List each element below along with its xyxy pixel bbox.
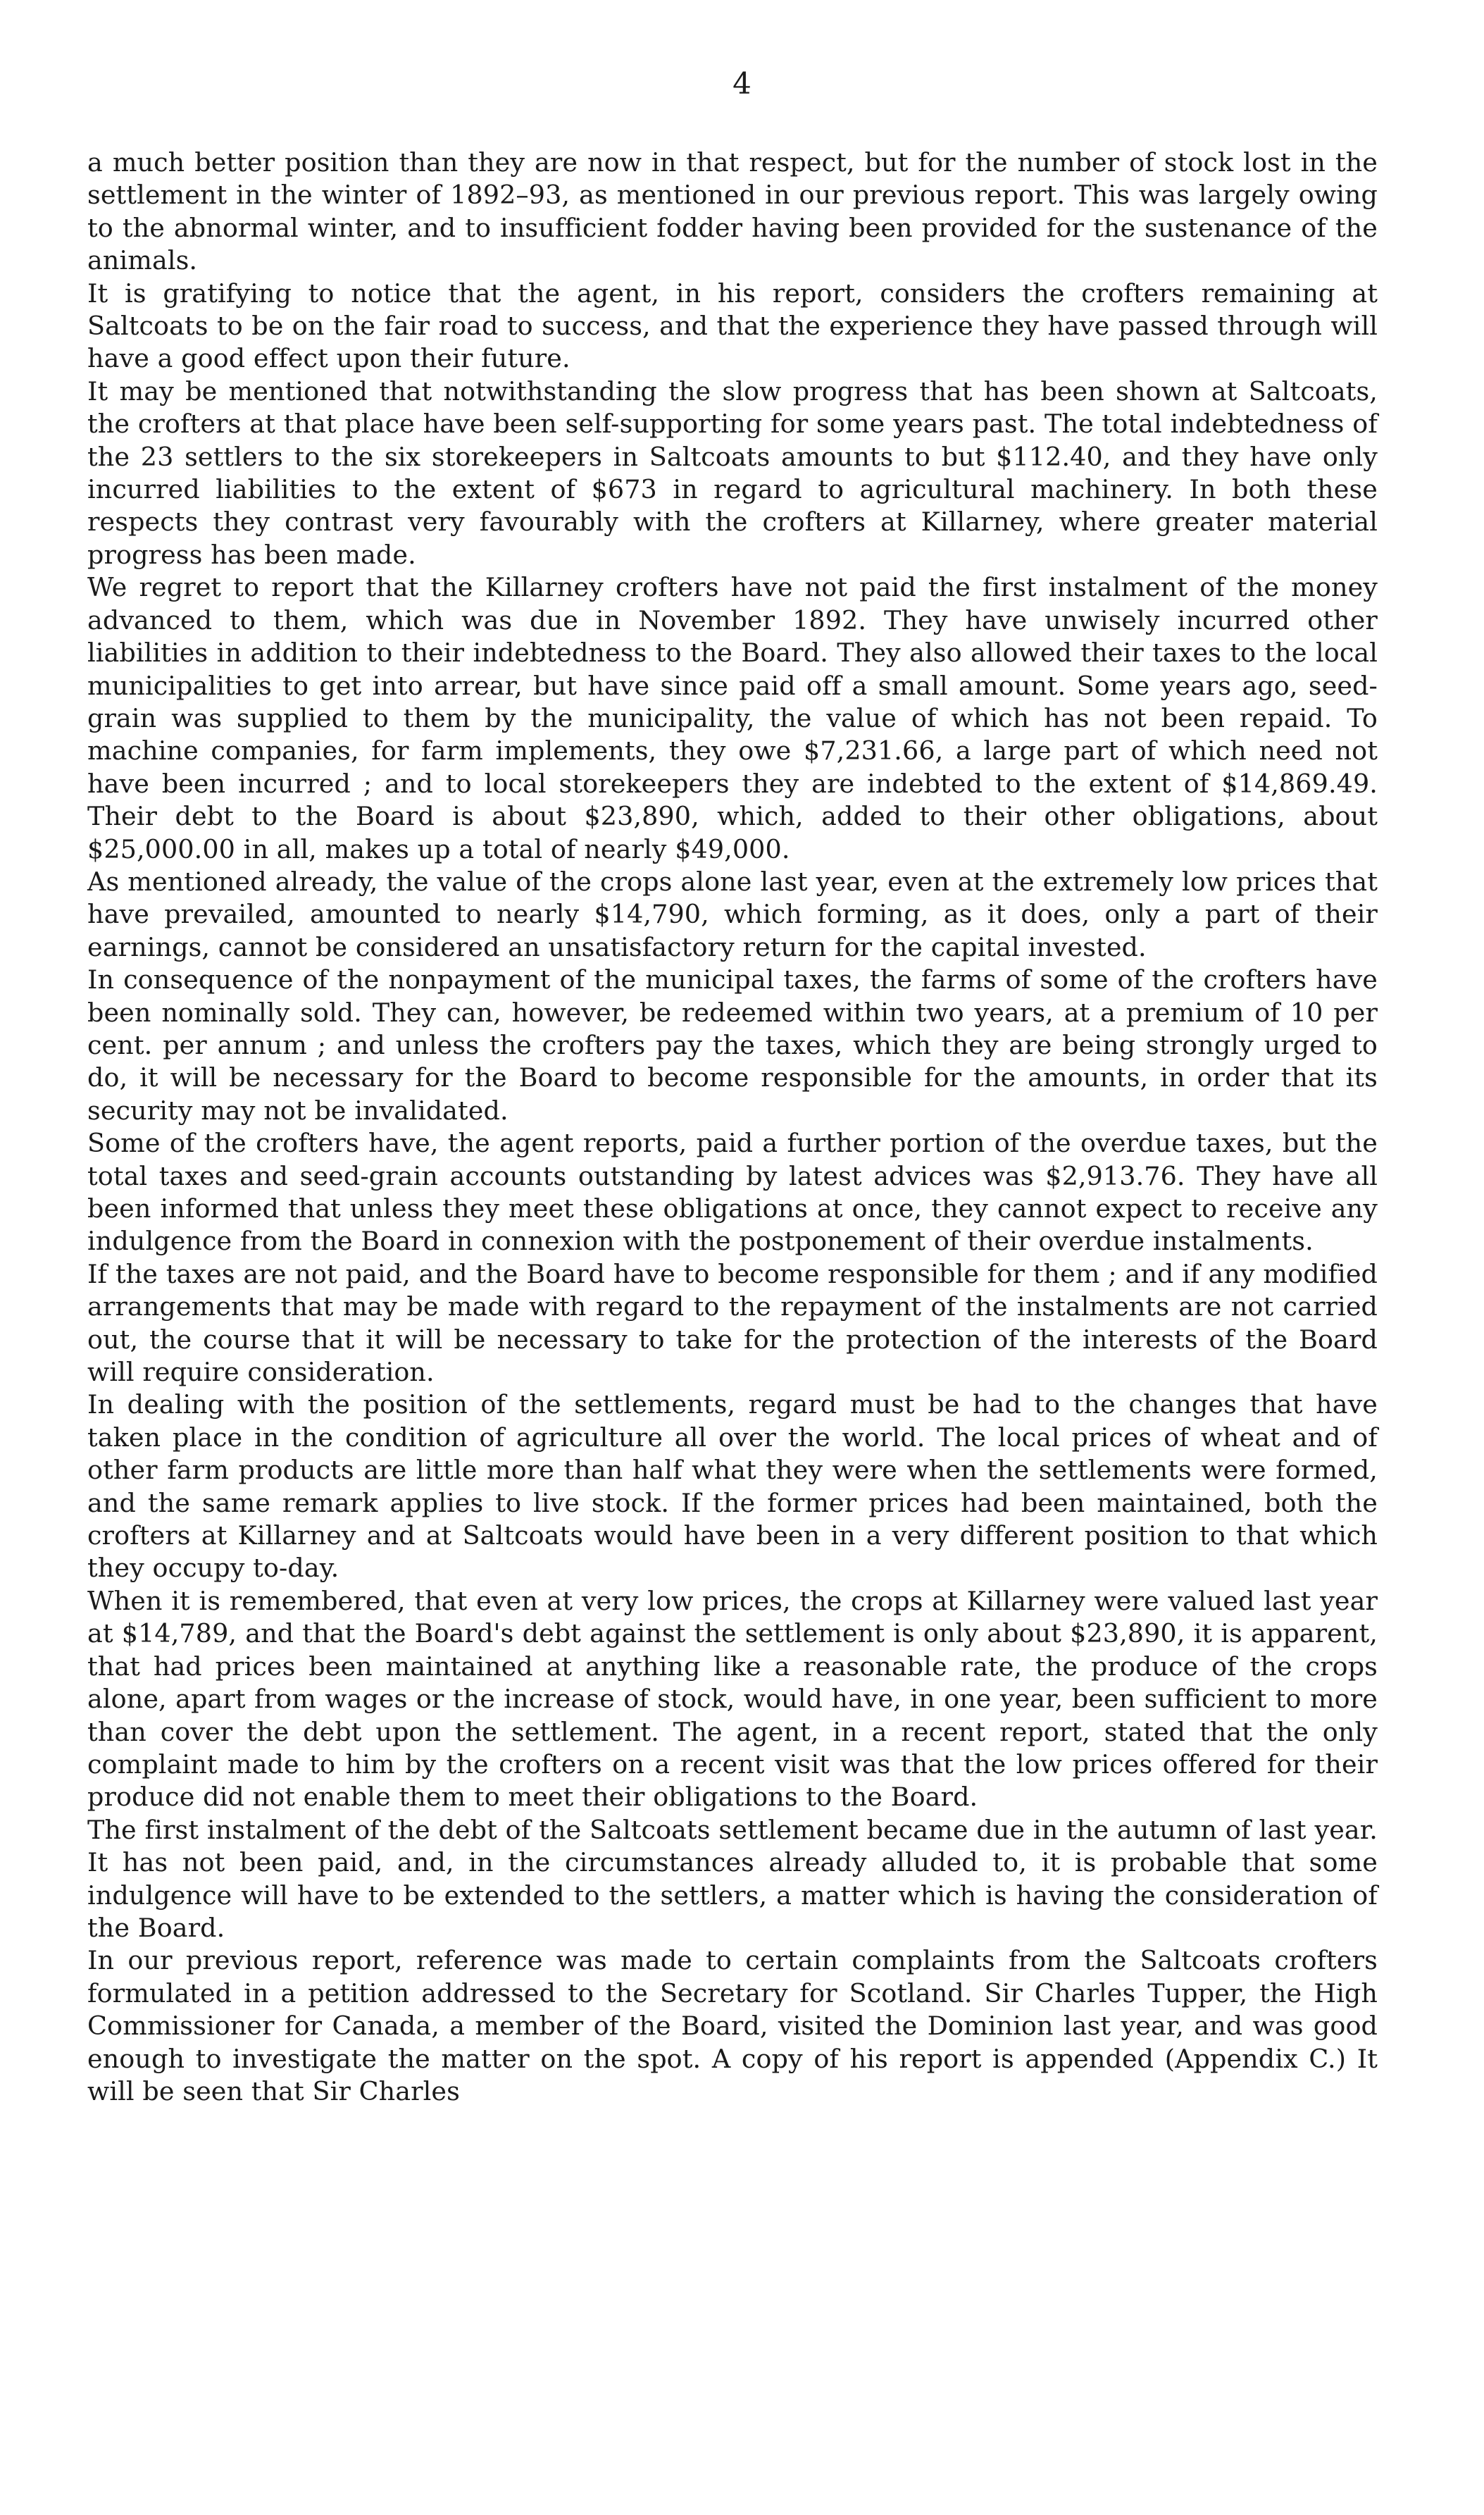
- body-text: [87, 147, 1378, 2108]
- paragraph: It is gratifying to notice that the agent, in his report, considers the crofters remaining at Saltcoats to be on the fair road to success, and that the experience they have passed through will have a good effect upon their future.: [87, 278, 1378, 374]
- paragraph: We regret to report that the Killarney crofters have not paid the first instalment of the money advanced to them, which was due in November 1892. They have unwisely incurred other liabilities in addition to their indebtedness to the Board. They also allowed their taxes to the local municipalities to get into arrear, but have since paid off a small amount. Some years ago, seed-grain was supplied to them by the municipality, the value of which has not been repaid. To machine companies, for farm implements, they owe $7,231.66, a large part of which need not have been incurred ; and to local storekeepers they are indebted to the extent of $14,869.49. Their debt to the Board is about $23,890, which, added to their other obligations, about $25,000.00 in all, makes up a total of nearly $49,000.: [87, 572, 1378, 864]
- paragraph: In consequence of the nonpayment of the municipal taxes, the farms of some of the crofters have been nominally sold. They can, however, be redeemed within two years, at a premium of 10 per cent. per annum ; and unless the crofters pay the taxes, which they are being strongly urged to do, it will be necessary for the Board to become responsible for the amounts, in order that its security may not be invalidated.: [87, 964, 1378, 1126]
- paragraph-continuation: a much better position than they are now in that respect, but for the number of stock lost in the settlement in the winter of 1892–93, as mentioned in our previous report. This was largely owing to the abnormal winter, and to insufficient fodder having been provided for the sustenance of the animals.: [87, 147, 1378, 276]
- paragraph: When it is remembered, that even at very low prices, the crops at Killarney were valued last year at $14,789, and that the Board's debt against the settlement is only about $23,890, it is apparent, that had prices been maintained at anything like a reasonable rate, the produce of the crops alone, apart from wages or the increase of stock, would have, in one year, been sufficient to more than cover the debt upon the settlement. The agent, in a recent report, stated that the only complaint made to him by the crofters on a recent visit was that the low prices offered for their produce did not enable them to meet their obligations to the Board.: [87, 1585, 1378, 1813]
- page-number: 4: [732, 66, 752, 101]
- paragraph: In our previous report, reference was made to certain complaints from the Saltcoats crofters formulated in a petition addressed to the Secretary for Scotland. Sir Charles Tupper, the High Commissioner for Canada, a member of the Board, visited the Dominion last year, and was good enough to investigate the matter on the spot. A copy of his report is appended (Appendix C.) It will be seen that Sir Charles: [87, 1945, 1378, 2106]
- paragraph: Some of the crofters have, the agent reports, paid a further portion of the overdue taxes, but the total taxes and seed-grain accounts outstanding by latest advices was $2,913.76. They have all been informed that unless they meet these obligations at once, they cannot expect to receive any indulgence from the Board in connexion with the postponement of their overdue instalments.: [87, 1128, 1378, 1257]
- paragraph: If the taxes are not paid, and the Board have to become responsible for them ; and if any modified arrangements that may be made with regard to the repayment of the instalments are not carried out, the course that it will be necessary to take for the protection of the interests of the Board will require consideration.: [87, 1258, 1378, 1388]
- paragraph: In dealing with the position of the settlements, regard must be had to the changes that have taken place in the condition of agriculture all over the world. The local prices of wheat and of other farm products are little more than half what they were when the settlements were formed, and the same remark applies to live stock. If the former prices had been maintained, both the crofters at Killarney and at Saltcoats would have been in a very different position to that which they occupy to-day.: [87, 1389, 1378, 1584]
- paragraph: As mentioned already, the value of the crops alone last year, even at the extremely low prices that have prevailed, amounted to nearly $14,790, which forming, as it does, only a part of their earnings, cannot be considered an unsatisfactory return for the capital invested.: [87, 866, 1378, 962]
- paragraph: It may be mentioned that notwithstanding the slow progress that has been shown at Saltcoats, the crofters at that place have been self-supporting for some years past. The total indebtedness of the 23 settlers to the six storekeepers in Saltcoats amounts to but $112.40, and they have only incurred liabilities to the extent of $673 in regard to agricultural machinery. In both these respects they contrast very favourably with the crofters at Killarney, where greater material progress has been made.: [87, 375, 1378, 570]
- paragraph: The first instalment of the debt of the Saltcoats settlement became due in the autumn of last year. It has not been paid, and, in the circumstances already alluded to, it is probable that some indulgence will have to be extended to the settlers, a matter which is having the consideration of the Board.: [87, 1814, 1378, 1943]
